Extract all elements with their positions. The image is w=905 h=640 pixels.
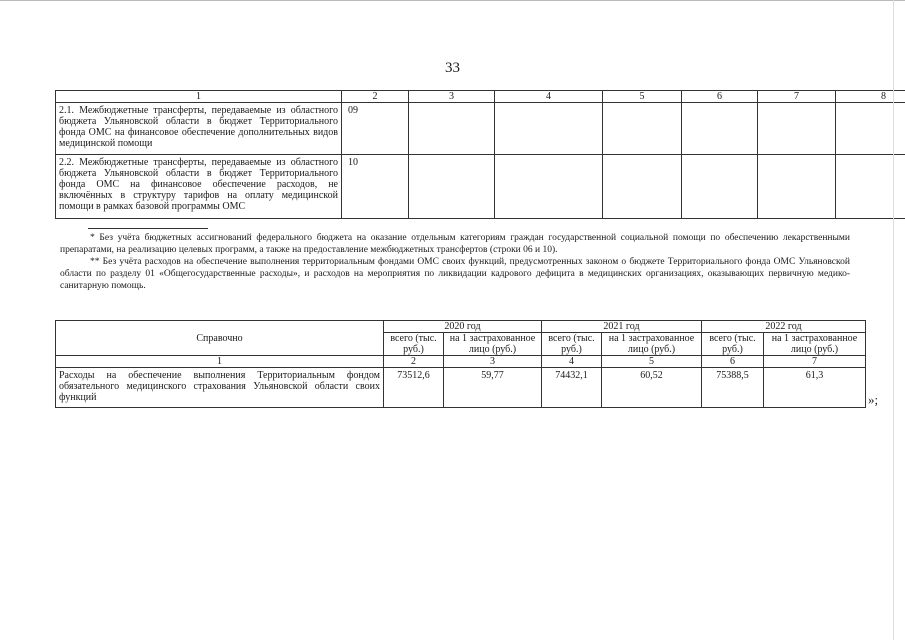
column-number: 7 — [764, 356, 866, 368]
value-cell: 60,52 — [602, 368, 702, 408]
column-number: 6 — [702, 356, 764, 368]
row-code: 09 — [342, 103, 409, 155]
scan-edge-top — [0, 0, 905, 1]
empty-cell — [836, 155, 905, 219]
empty-cell — [603, 103, 682, 155]
column-number: 3 — [444, 356, 542, 368]
year-header: 2021 год — [542, 321, 702, 333]
column-number: 1 — [56, 91, 342, 103]
row-description: 2.2. Межбюджетные трансферты, передаваемые из областного бюджета Ульяновской области в бюджет Территориального фонда ОМС на финансовое обеспечение расходов, не включённых в структуру тарифов на оплату медицинской помощи в рамках базовой программы ОМС — [56, 155, 342, 219]
subheader-total: всего (тыс. руб.) — [384, 333, 444, 356]
column-number: 7 — [758, 91, 836, 103]
footnote-1: * Без учёта бюджетных ассигнований федерального бюджета на оказание отдельным категориям граждан государственной социальной помощи по обеспечению лекарственными препаратами, на реализацию целевых программ, а также на предоставление межбюджетных трансфертов (строки 06 и 10). — [60, 233, 850, 255]
empty-cell — [495, 103, 603, 155]
footnote-separator — [88, 228, 208, 229]
row-description: Расходы на обеспечение выполнения Территориальным фондом обязательного медицинского страхования Ульяновской области своих функций — [56, 368, 384, 408]
footnote-2: ** Без учёта расходов на обеспечение выполнения территориальным фондами ОМС своих функций, предусмотренных законом о бюджете Территориального фонда ОМС Ульяновской области по разделу 01 «Общегосударственные расходы», и расходов на мероприятия по ликвидации кадрового дефицита в медицинских организациях, оказывающих первичную медико-санитарную помощь. — [60, 257, 850, 291]
table-row — [56, 103, 905, 155]
empty-cell — [758, 103, 836, 155]
table-row — [56, 155, 905, 219]
column-number: 4 — [542, 356, 602, 368]
main-table — [55, 90, 905, 219]
subheader-per-person: на 1 застрахованное лицо (руб.) — [444, 333, 542, 356]
year-header-row — [56, 321, 866, 333]
value-cell: 59,77 — [444, 368, 542, 408]
subheader-per-person: на 1 застрахованное лицо (руб.) — [602, 333, 702, 356]
column-number: 4 — [495, 91, 603, 103]
column-number-row — [56, 91, 905, 103]
subheader-per-person: на 1 застрахованное лицо (руб.) — [764, 333, 866, 356]
empty-cell — [682, 103, 758, 155]
closing-quote-mark: »; — [868, 392, 879, 407]
footnotes — [60, 232, 850, 292]
column-number: 3 — [409, 91, 495, 103]
scan-edge-right — [893, 0, 894, 640]
row-code: 10 — [342, 155, 409, 219]
column-number-row — [56, 356, 866, 368]
empty-cell — [603, 155, 682, 219]
row-description: 2.1. Межбюджетные трансферты, передаваемые из областного бюджета Ульяновской области в бюджет Территориального фонда ОМС на финансовое обеспечение дополнительных видов медицинской помощи — [56, 103, 342, 155]
empty-cell — [682, 155, 758, 219]
column-number: 1 — [56, 356, 384, 368]
empty-cell — [758, 155, 836, 219]
reference-table — [55, 320, 866, 408]
value-cell: 74432,1 — [542, 368, 602, 408]
value-cell: 61,3 — [764, 368, 866, 408]
column-number: 8 — [836, 91, 905, 103]
empty-cell — [836, 103, 905, 155]
table-row — [56, 368, 866, 408]
reference-title: Справочно — [56, 321, 384, 356]
column-number: 2 — [384, 356, 444, 368]
year-header: 2022 год — [702, 321, 866, 333]
column-number: 5 — [602, 356, 702, 368]
empty-cell — [409, 155, 495, 219]
subheader-total: всего (тыс. руб.) — [702, 333, 764, 356]
page-number: 33 — [445, 60, 460, 76]
empty-cell — [409, 103, 495, 155]
value-cell: 73512,6 — [384, 368, 444, 408]
column-number: 6 — [682, 91, 758, 103]
column-number: 2 — [342, 91, 409, 103]
subheader-total: всего (тыс. руб.) — [542, 333, 602, 356]
year-header: 2020 год — [384, 321, 542, 333]
empty-cell — [495, 155, 603, 219]
column-number: 5 — [603, 91, 682, 103]
value-cell: 75388,5 — [702, 368, 764, 408]
